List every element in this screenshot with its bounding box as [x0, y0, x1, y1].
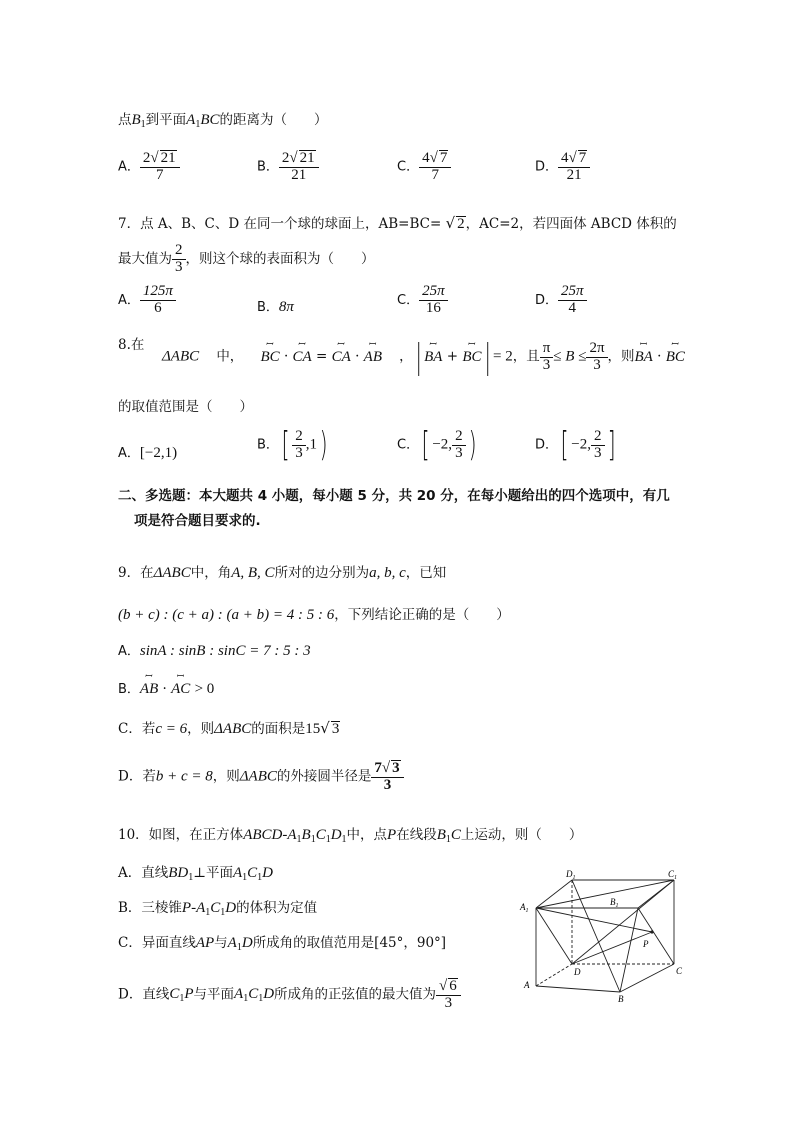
q8-option-a: A．[−2,1): [118, 445, 178, 461]
fraction: $\frac{25\pi}{4}$: [558, 284, 587, 317]
edge-ab: [536, 986, 620, 992]
label-c: C: [676, 966, 683, 976]
q8-prefix: 8.在: [118, 337, 145, 353]
fraction: $\frac{2}{3}$: [591, 429, 605, 462]
q8-qie: ，且: [512, 348, 540, 365]
fraction: $\frac{2√ 21}{7}$: [140, 150, 180, 184]
edge-b1b-approx: [620, 908, 638, 992]
label-c1: $C_1$: [668, 869, 678, 881]
diag-dc1: [572, 880, 674, 964]
q9-c-rad: 3: [331, 721, 340, 737]
section2-line1: 二、多选题：本大题共 4 小题，每小题 5 分，共 20 分，在每小题给出的四个选项中，有几: [118, 488, 670, 504]
q8-frac-2pi-3: $\frac{2\pi}{3}$: [586, 341, 607, 374]
diag-a1d: [536, 908, 572, 964]
q9-line1: 9．在ΔABC中，角A, B, C所对的边分别为a, b, c，已知: [118, 565, 447, 581]
cube-figure: [512, 866, 687, 1006]
q9-d-tail: 的外接圆半径是: [276, 768, 372, 785]
q9-line1-c: 所对的边分别为: [274, 565, 370, 581]
q8-frac-pi-3: $\frac{\pi}{3}$: [540, 341, 554, 374]
q9-line2: [118, 603, 510, 624]
q10-c-a: C．异面直线: [118, 935, 196, 951]
label-b: B: [618, 994, 624, 1004]
q6-option-c: C． $\frac{4√ 7}{7}$: [397, 150, 451, 184]
q10-c-c: 所成角的取值范用是[45°，90°]: [252, 935, 447, 951]
q10-b-a: B．三棱锥: [118, 900, 182, 916]
fraction: $\frac{4√ 7}{21}$: [558, 150, 590, 184]
q9-d-label: D．若: [118, 768, 156, 785]
q6-stem-suffix: 的距离为（ ）: [219, 112, 328, 128]
q9-option-a: [118, 640, 311, 660]
q6-stem-prefix: 点: [118, 112, 132, 128]
q10-stem: 10．如图，在正方体ABCD-$A_1B_1C_1D_1$中，点P在线段$B_1C$上运动，则（ ）: [118, 827, 583, 845]
label-a1: $A_1$: [520, 902, 529, 914]
q9-c-cond: c = 6: [155, 721, 188, 737]
q9-line1-d: ，已知: [405, 565, 447, 581]
q9-b-label: B．: [118, 682, 140, 697]
q9-c-label: C．若: [118, 721, 156, 737]
section2-line2: 项是符合题目要求的.: [134, 513, 261, 529]
q7-line1-a: 7．点 A、B、C、D 在同一个球的球面上，AB=BC=: [118, 216, 442, 232]
q6-stem: 点$B_1$到平面$A_1BC$的距离为（ ）: [118, 112, 328, 130]
q9-a-label: A．: [118, 644, 140, 659]
q10-b-b: 的体积为定值: [236, 900, 318, 916]
q9-ratio: (b + c) : (c + a) : (a + b) = 4 : 5 : 6: [118, 607, 335, 623]
q7-line1-b: ，AC=2，若四面体 ABCD 体积的: [465, 216, 677, 232]
line-dp: [572, 932, 652, 964]
q7-option-b: B．8π: [257, 299, 294, 315]
q7-line2: [118, 243, 375, 276]
fraction: $\frac{2}{3}$: [452, 429, 466, 462]
q8-eq: = 2: [493, 348, 513, 365]
q10-d-b: 与平面: [193, 986, 235, 1003]
q8-line1: ΔABC 中， ꟷ BC · ꟷ CA = ꟷ CA · ꟷ AB ，|ꟷ BA + ꟷ BC| = 2，且 $\frac{\pi}{3}$ ≤ B ≤ $\frac{2\pi}{3}$ ，则ꟷ BA · ꟷ BC: [162, 340, 685, 374]
q7-sqrt2: 2: [457, 216, 465, 232]
q9-b-tail: > 0: [194, 681, 215, 697]
q6-option-d: D． $\frac{4√ 7}{21}$: [535, 150, 590, 184]
q9-option-c: C．若c = 6，则ΔABC的面积是15√ 3: [118, 719, 340, 737]
q10-stem-a: 10．如图，在正方体: [118, 827, 244, 843]
q8-option-c: C．[ −2, $\frac{2}{3}$ ): [397, 425, 477, 465]
q10-option-b: B．三棱锥$P-A_1C_1D$的体积为定值: [118, 900, 318, 918]
q8-line2: 的取值范围是（ ）: [118, 399, 253, 415]
q9-a-text: sinA : sinB : sinC = 7 : 5 : 3: [139, 643, 311, 659]
q8-zhong: 中，: [216, 348, 244, 365]
label-p: P: [643, 939, 649, 949]
q9-option-b: B．ꟷ AB · ꟷ AC > 0: [118, 678, 214, 698]
q7-frac-2-3: $\frac{2}{3}$: [172, 243, 186, 276]
q10-a-a: A．直线: [118, 865, 169, 881]
q10-stem-b: 中，点: [346, 827, 388, 843]
q10-option-c: C．异面直线AP与$A_1D$所成角的取值范用是[45°，90°]: [118, 935, 447, 953]
q10-d-frac: $\frac{√ 6}{3}$: [436, 978, 461, 1012]
q8-option-b: B．[ $\frac{2}{3}$ ,1): [257, 425, 328, 465]
q9-d-cond: b + c = 8: [155, 768, 213, 785]
label-d: D: [574, 967, 581, 977]
q6-stem-mid: 到平面: [145, 112, 187, 128]
fraction: $\frac{2}{3}$: [292, 429, 306, 462]
q10-stem-d: 上运动，则（ ）: [460, 827, 583, 843]
q6-option-b: B． $\frac{2√ 21}{21}$: [257, 150, 319, 184]
q9-c-tail: 的面积是: [251, 721, 306, 737]
edge-a1d1: [536, 880, 572, 908]
q10-option-a: A．直线$BD_1\perp$平面$A_1C_1D$: [118, 865, 273, 883]
q10-d-a: D．直线: [118, 986, 170, 1003]
fraction: $\frac{2√ 21}{21}$: [279, 150, 319, 184]
q9-option-d: D．若b + c = 8，则ΔABC的外接圆半径是 $\frac{7√ 3}{3}$: [118, 760, 404, 794]
q10-c-b: 与: [214, 935, 228, 951]
q8-le: ≤ B ≤: [553, 348, 587, 365]
q10-a-b: ⊥平面: [193, 865, 233, 881]
edge-bc: [620, 964, 674, 992]
label-b1: $B_1$: [610, 897, 619, 909]
diag-a1c1: [536, 880, 674, 908]
q7-line2-b: ，则这个球的表面积为（ ）: [185, 250, 375, 267]
q9-d-mid: ，则: [212, 768, 240, 785]
line-a1p: [536, 908, 652, 932]
q7-option-d: D． $\frac{25\pi}{4}$: [535, 284, 587, 317]
q8-triangle: ΔABC: [162, 348, 200, 365]
q9-d-frac: $\frac{7√ 3}{3}$: [371, 760, 403, 794]
q8-option-d: D．[ −2, $\frac{2}{3}$ ]: [535, 425, 616, 465]
q9-line1-a: 9．在: [118, 565, 154, 581]
edge-ad: [536, 964, 572, 986]
q9-line1-b: 中，角: [190, 565, 232, 581]
q6-option-a: A． $\frac{2√ 21}{7}$: [118, 150, 180, 184]
q9-line2-tail: ，下列结论正确的是（ ）: [334, 607, 510, 623]
q7-option-c: C． $\frac{25\pi}{16}$: [397, 284, 448, 317]
q7-line2-a: 最大值为: [118, 250, 172, 267]
q8-ze: ，则: [607, 348, 635, 365]
q10-stem-c: 在线段: [396, 827, 437, 843]
point-p: [650, 930, 653, 933]
fraction: $\frac{25\pi}{16}$: [419, 284, 448, 317]
fraction: $\frac{4√ 7}{7}$: [419, 150, 451, 184]
edge-b1c: [638, 908, 674, 964]
label-a: A: [524, 980, 530, 990]
label-d1: $D_1$: [566, 869, 576, 881]
q9-c-coef: 15: [305, 721, 321, 737]
q10-d-c: 所成角的正弦值的最大值为: [274, 986, 437, 1003]
q9-c-mid: ，则: [187, 721, 215, 737]
q9-tri: ΔABC: [153, 565, 191, 581]
q7-option-a: A． $\frac{125\pi}{6}$: [118, 284, 176, 317]
q10-option-d: D．直线$C_1P$与平面$A_1C_1D$所成角的正弦值的最大值为 $\frac{√ 6}{3}$: [118, 978, 461, 1012]
q7-line1: 7．点 A、B、C、D 在同一个球的球面上，AB=BC= √ 2，AC=2，若四面体 ABCD 体积的: [118, 214, 677, 232]
fraction: $\frac{125\pi}{6}$: [140, 284, 176, 317]
